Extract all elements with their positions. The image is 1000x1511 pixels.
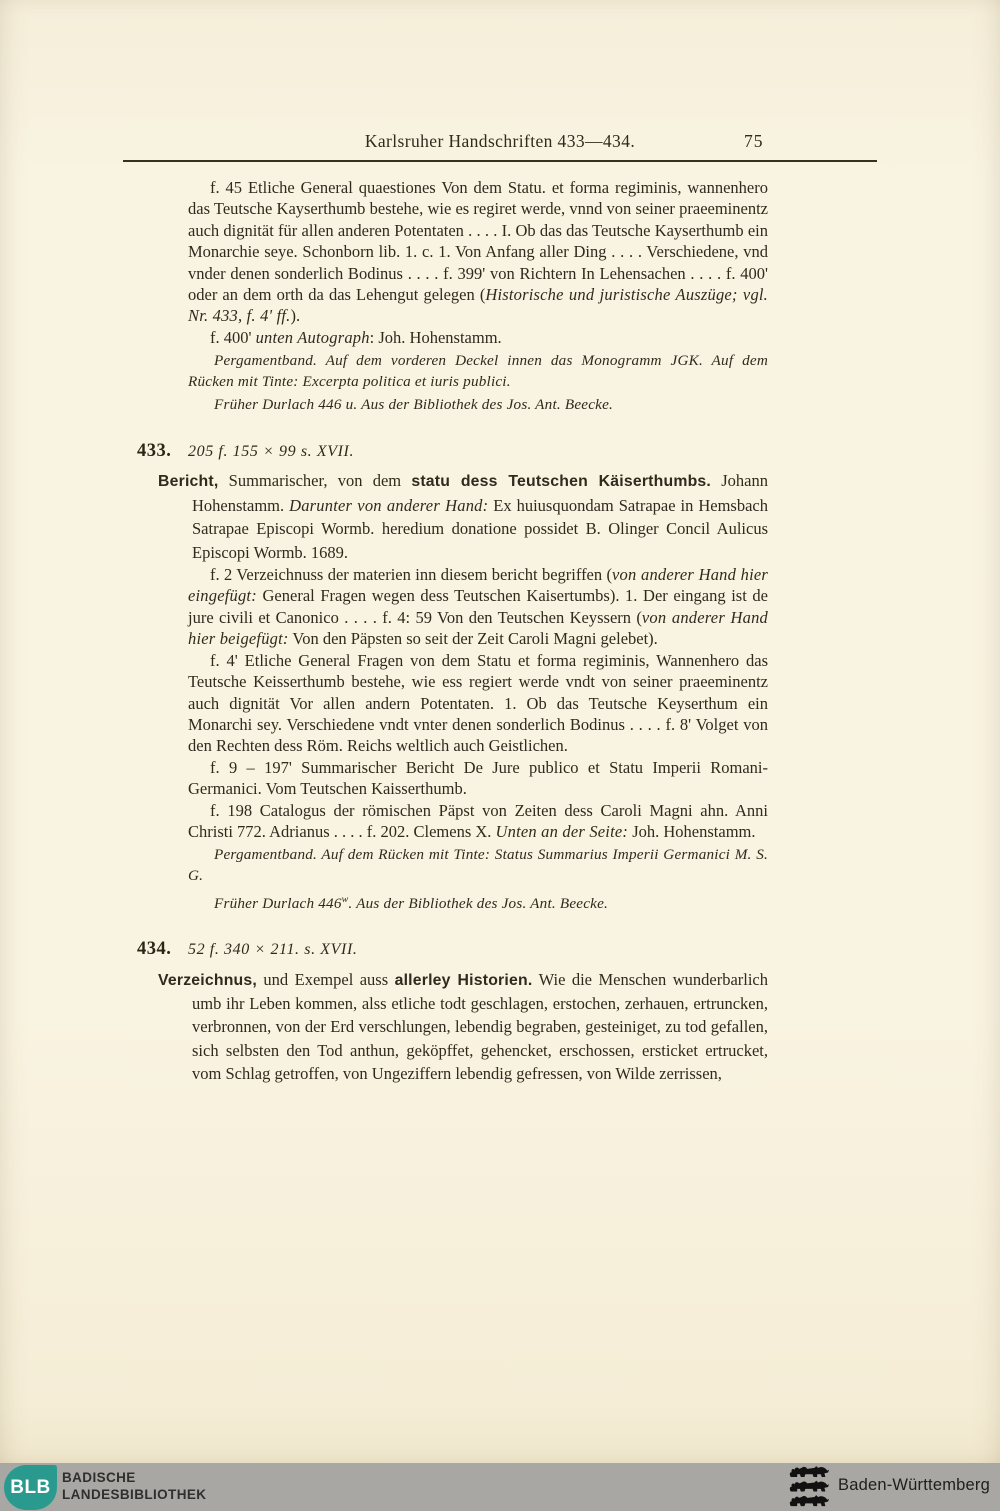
entry-433-headline [158,469,768,564]
text-segment: Unten an der Seite: [495,821,629,841]
entry-434-header [137,939,768,960]
text-segment: Joh. Hohenstamm. [628,821,756,841]
provenance-note [188,890,768,915]
text-segment: ). [290,306,301,326]
text-segment: Johann Hohenstamm. [192,471,768,515]
library-name-line1: BADISCHE [62,1470,136,1485]
entry-dimensions: 52 f. 340 × 211. s. XVII. [188,941,358,959]
catalog-paragraph [188,564,768,650]
entry-434-headline [158,968,768,1086]
bw-wordmark: Baden-Württemberg [838,1476,990,1494]
text-segment: von anderer Hand hier beigefügt: [188,607,768,649]
text-segment: Darunter von anderer Hand: [289,495,489,515]
catalog-paragraph [188,327,768,348]
text-segment: Früher Durlach 446 [214,894,342,912]
bw-lions-crest-icon [789,1465,829,1509]
text-segment: Ex huiusquondam Satrapae in Hemsbach Satrapae Episcopi Wormb. heredium donatione possidet B. Olinger Concil Aulicus Episcopi Wormb. 1689. [192,495,768,562]
catalog-paragraph [188,757,768,800]
text-segment: Historische und juristische Auszüge; vgl. Nr. 433, f. 4' ff. [188,285,769,326]
text-segment: . Aus der Bibliothek des Jos. Ant. Beecke. [348,894,609,912]
provenance-note [188,395,768,416]
binding-note [188,351,768,392]
library-name [62,1470,206,1503]
page-number: 75 [744,131,764,151]
catalog-paragraph [188,650,768,757]
blb-logo [4,1465,57,1510]
library-name-line2: LANDESBIBLIOTHEK [62,1486,207,1502]
text-segment: Von den Päpsten so seit der Zeit Caroli Magni gelebet). [288,629,658,649]
entry-number: 433. [137,441,172,462]
text-segment: Summarischer, von dem [218,471,412,491]
catalog-paragraph [188,177,768,327]
text-segment: f. 2 Verzeichnuss der materien inn diesem bericht begriffen ( [210,565,612,585]
entry-433-header [137,441,768,462]
text-segment: Bericht, [158,473,219,491]
text-segment: f. 400' [210,327,256,347]
text-segment: statu dess Teutschen Käiserthumbs. [411,473,711,491]
footer-bar [0,1463,1000,1511]
text-segment: Früher Durlach 446 u. Aus der Bibliothek des Jos. Ant. Beecke. [214,396,614,414]
text-segment: f. 198 Catalogus der römischen Päpst von Zeiten dess Caroli Magni ahn. Anni Christi 772. Adrianus . . . . f. 202. Clemens X. [188,800,768,841]
text-segment: General Fragen wegen dess Teutschen Kaisertumbs). 1. Der eingang ist de jure civili et Canonico . . . . f. 4: 59 Von den Teutschen Keyssern ( [188,586,768,627]
entry-dimensions: 205 f. 155 × 99 s. XVII. [188,443,355,461]
text-segment: : Joh. Hohenstamm. [369,327,502,347]
text-segment: Pergamentband. Auf dem vorderen Deckel innen das Monogramm JGK. Auf dem Rücken mit Tinte: Excerpta politica et iuris publici. [188,352,768,390]
text-segment: allerley Historien. [394,971,533,989]
text-segment: Wie die Menschen wunderbarlich umb ihr Leben kommen, alss etliche todt geschlagen, erstochen, zerhauen, ertruncken, verbronnen, von der Erd verschlungen, lebendig begraben, gesteiniget, zu tod gefallen, sich selbsten den Tod anthun, geköpffet, gehencket, erschossen, ersticket ertrucket, vom Schlag getroffen, von Ungeziffern lebendig gefressen, von Wilde zerrissen, [192,969,769,1084]
text-segment: f. 9 – 197' Summarischer Bericht De Jure publico et Statu Imperii Romani-Germanici. Vom Teutschen Kaisserthumb. [188,757,768,799]
blb-logo-text: BLB [10,1476,51,1498]
text-segment: und Exempel auss [256,969,395,989]
text-segment: f. 4' Etliche General Fragen von dem Statu et forma regiminis, Wannenhero das Teutsche Keisserthumb bestehe, wie ess regiert werde vndt von seiner praeeminentz auch dignität Vor allen andern Potentaten. 1. Ob das Teutsche Keyserthum ein Monarchi sey. Verschiedene vndt vnter denen sonderlich Bodinus . . . . f. 8' Volget von den Rechten dess Röm. Reichs weltlich auch Geistlichen. [188,650,768,756]
text-column [137,177,769,1086]
binding-note [188,845,768,886]
text-segment: Verzeichnus, [158,971,257,989]
text-segment: w [341,893,349,905]
text-segment: Pergamentband. Auf dem Rücken mit Tinte: Status Summarius Imperii Germanici M. S. G. [188,846,768,884]
entry-number: 434. [137,939,172,960]
running-title: Karlsruher Handschriften 433—434. [364,131,636,151]
text-segment: von anderer Hand hier eingefügt: [188,565,768,606]
text-segment: unten Autograph [255,327,370,347]
header-rule [123,160,877,162]
text-segment: f. 45 Etliche General quaestiones Von dem Statu. et forma regiminis, wannenhero das Teutsche Kayserthumb bestehe, wie es regiret werde, vnnd von seiner praeeminentz auch dignität für allen anderen Potentaten . . . . I. Ob das das Teutsche Kayserthumb ein Monarchie seye. Schonborn lib. 1. c. 1. Von Anfang aller Ding . . . . Verschiedene, vnd vnder denen sonderlich Bodinus . . . . f. 399' von Richtern In Lehensachen . . . . f. 400' oder an dem orth da das Lehengut gelegen ( [188,178,768,305]
catalog-paragraph [188,800,768,843]
